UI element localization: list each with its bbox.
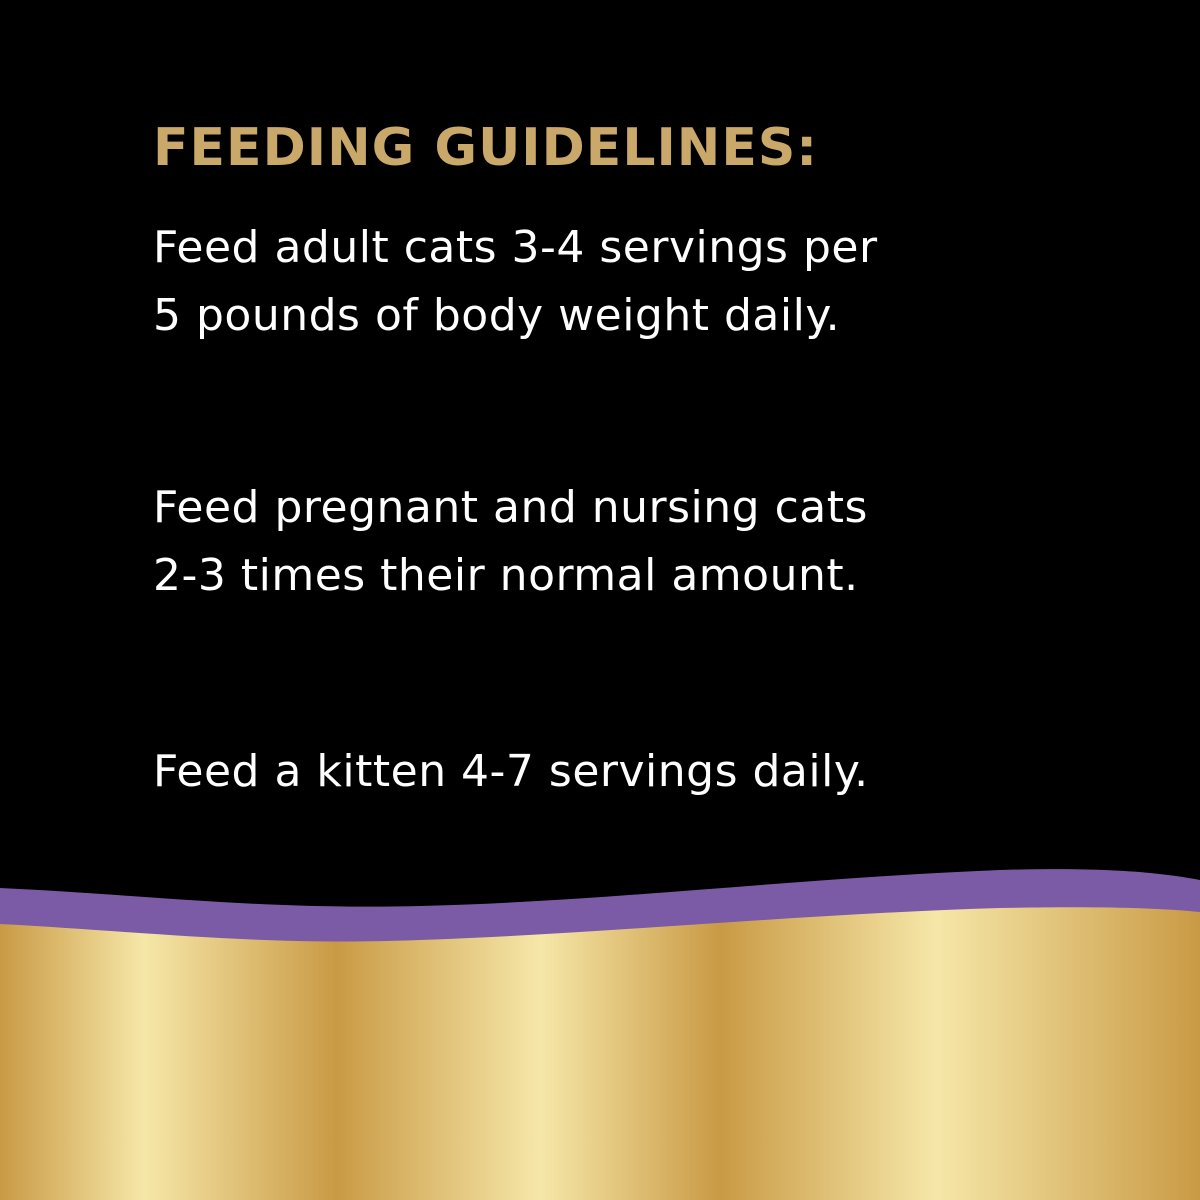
- guideline-line: 2-3 times their normal amount.: [153, 550, 859, 601]
- gold-wave-band: [0, 907, 1200, 1200]
- decorative-wave: [0, 850, 1200, 1200]
- guideline-adult-cats: [153, 214, 878, 350]
- guideline-pregnant-nursing: [153, 474, 868, 610]
- guideline-line: Feed a kitten 4-7 servings daily.: [153, 746, 869, 797]
- guideline-line: Feed pregnant and nursing cats: [153, 482, 868, 533]
- heading: FEEDING GUIDELINES:: [153, 118, 819, 178]
- guideline-line: 5 pounds of body weight daily.: [153, 290, 841, 341]
- guideline-line: Feed adult cats 3-4 servings per: [153, 222, 878, 273]
- guideline-kitten: [153, 738, 869, 806]
